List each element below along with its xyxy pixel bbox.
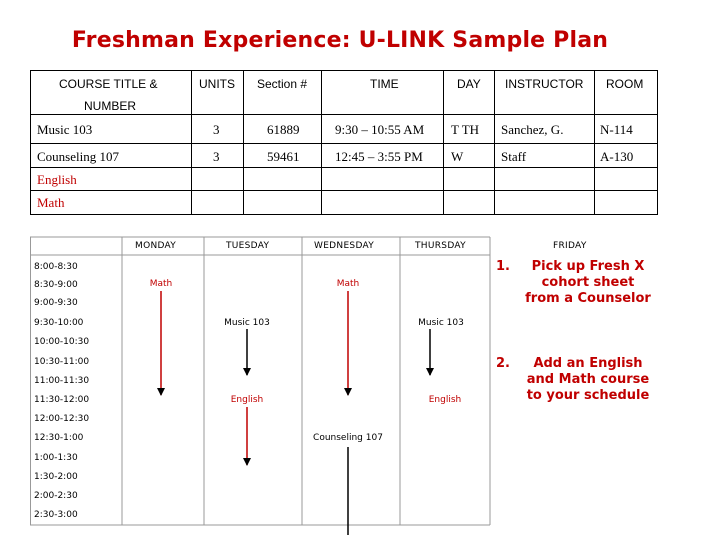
table-divider [31,114,657,115]
note-number: 2. [496,356,510,371]
instruction-note [496,356,656,408]
day-header-wednesday: WEDNESDAY [314,241,375,251]
event-mon-math: Math [149,279,173,289]
time-slot: 12:30-1:00 [34,433,84,443]
section-cell: 61889 [267,122,300,137]
day-cell: W [451,149,464,164]
units-cell: 3 [213,122,220,137]
header-time: TIME [370,77,399,91]
course-cell: Counseling 107 [37,149,119,164]
day-header-thursday: THURSDAY [415,241,466,251]
event-tue-music: Music 103 [224,318,270,328]
day-cell: T TH [451,122,480,137]
time-slot: 1:00-1:30 [34,453,78,463]
instructor-cell: Staff [501,149,527,164]
event-tue-english: English [230,395,264,405]
time-slot: 11:00-11:30 [34,376,90,386]
header-course-title: COURSE TITLE & [59,77,158,91]
day-header-friday: FRIDAY [553,241,587,251]
weekly-schedule [30,235,660,535]
room-cell: A-130 [600,149,634,164]
event-thu-english: English [428,395,462,405]
course-table [30,70,658,215]
time-cell: 9:30 – 10:55 AM [335,122,425,137]
day-header-monday: MONDAY [135,241,177,251]
event-thu-music: Music 103 [418,318,464,328]
time-slot: 8:00-8:30 [34,262,78,272]
time-slot: 1:30-2:00 [34,472,78,482]
instructor-cell: Sanchez, G. [501,122,564,137]
note-text: Pick up Fresh X cohort sheet from a Counselor [525,259,651,306]
header-section: Section # [257,77,308,91]
event-wed-math: Math [336,279,360,289]
time-slot: 12:00-12:30 [34,414,90,424]
section-cell: 59461 [267,149,300,164]
header-room: ROOM [606,77,644,91]
page-title: Freshman Experience: U-LINK Sample Plan [71,28,609,53]
event-wed-counseling: Counseling 107 [313,433,383,443]
time-slot: 8:30-9:00 [34,280,78,290]
header-units: UNITS [199,77,235,91]
note-text: Add an English and Math course to your schedule [526,356,650,403]
time-slot: 10:00-10:30 [34,337,90,347]
time-slot: 9:30-10:00 [34,318,84,328]
day-header-tuesday: TUESDAY [226,241,270,251]
course-cell: Math [37,195,65,210]
time-slot: 11:30-12:00 [34,395,90,405]
course-cell: English [37,172,77,187]
time-slot: 2:00-2:30 [34,491,78,501]
header-number: NUMBER [84,99,137,113]
table-divider [31,190,657,191]
time-cell: 12:45 – 3:55 PM [335,149,423,164]
units-cell: 3 [213,149,220,164]
note-number: 1. [496,259,510,274]
instruction-note [496,259,656,311]
time-slot: 2:30-3:00 [34,510,78,520]
time-slot: 9:00-9:30 [34,298,78,308]
header-day: DAY [457,77,481,91]
time-slot: 10:30-11:00 [34,357,90,367]
header-instructor: INSTRUCTOR [505,77,584,91]
table-divider [31,167,657,168]
room-cell: N-114 [600,122,633,137]
course-cell: Music 103 [37,122,93,137]
table-divider [31,143,657,144]
